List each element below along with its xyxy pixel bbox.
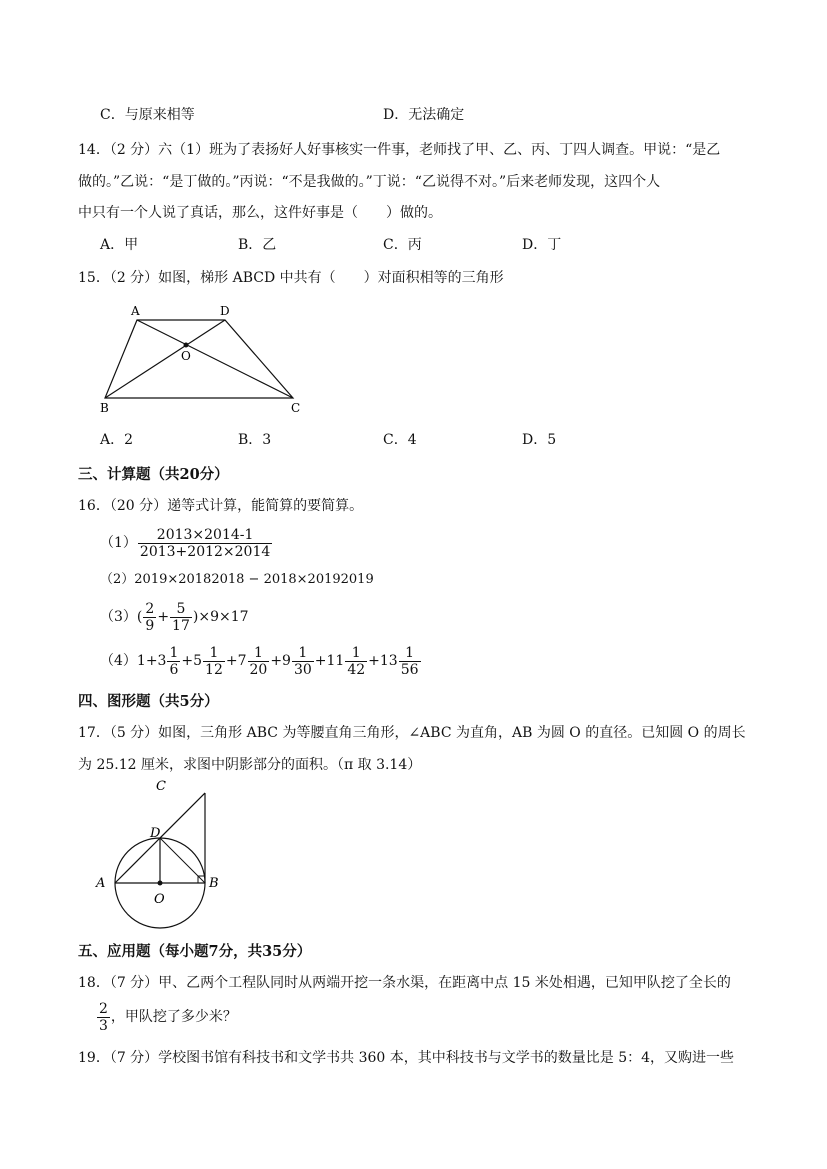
q16-part3 [100, 598, 249, 636]
q18-fraction-numerator: 2 [99, 1000, 108, 1017]
q14-option-d: D．丁 [522, 237, 562, 253]
q14-text-line3: 中只有一个人说了真话，那么，这件好事是（ ）做的。 [78, 205, 442, 221]
trapezoid-label-c: C [291, 401, 301, 415]
q16-part3-fraction-1 [143, 601, 156, 634]
q16-part4-term-denominator: 56 [400, 661, 419, 678]
q18-fraction [97, 1001, 110, 1034]
q16-part4 [100, 642, 422, 680]
q16-part3-f1-denominator: 9 [145, 617, 155, 634]
q16-part4-term-fraction [203, 645, 225, 678]
q16-part1-numerator: 2013×2014-1 [138, 527, 272, 544]
q16-part4-term-numerator: 1 [169, 644, 179, 661]
q16-part4-term-lead: +9 [270, 653, 291, 669]
q16-text-line1: 16．（20 分）递等式计算，能简算的要简算。 [78, 498, 364, 514]
figure17-label-b: B [209, 876, 219, 891]
q16-part3-fraction-2 [170, 601, 192, 634]
section-5-title: 五、应用题（每小题7分，共35分） [78, 943, 312, 960]
q18-text-line2-wrap [96, 998, 237, 1036]
q16-part4-term-lead: +5 [181, 653, 203, 669]
figure17-label-d: D [150, 826, 161, 841]
q16-part3-f2-denominator: 17 [172, 617, 190, 634]
q15-option-b: B．3 [238, 432, 272, 448]
q16-part3-plus: + [157, 609, 170, 625]
q16-part4-term-denominator: 30 [293, 661, 312, 678]
q16-part4-term-lead: +13 [368, 653, 398, 669]
q16-part4-term-denominator: 20 [249, 661, 268, 678]
q16-part2: （2）2019×20182018 − 2018×20192019 [100, 572, 374, 587]
circle-triangle-figure [92, 775, 232, 935]
trapezoid-label-b: B [100, 401, 109, 415]
q15-option-c: C．4 [383, 432, 417, 448]
figure17-label-c: C [156, 779, 166, 794]
q16-part3-tail: )×9×17 [192, 609, 249, 625]
q16-part4-term-fraction [399, 645, 421, 678]
trapezoid-label-a: A [131, 304, 140, 318]
q16-part4-term-numerator: 1 [345, 645, 367, 662]
q14-text-line2: 做的。”乙说：“是丁做的。”丙说：“不是我做的。”丁说：“乙说得不对。”后来老师发现，这四个人 [78, 174, 661, 190]
q16-part4-terms [136, 644, 422, 678]
q16-part4-term-denominator: 6 [169, 661, 179, 678]
q16-part3-f1-numerator: 2 [145, 600, 155, 617]
q16-part4-term-denominator: 12 [205, 661, 223, 678]
section-3-title: 三、计算题（共20分） [78, 466, 229, 483]
q16-part4-term-lead: 1+3 [136, 653, 167, 669]
section-4-title: 四、图形题（共5分） [78, 693, 219, 710]
q16-part4-term-fraction [292, 645, 314, 678]
q16-part1-denominator: 2013+2012×2014 [139, 543, 271, 560]
figure17-label-a: A [96, 876, 106, 891]
q16-part4-term-fraction [345, 645, 367, 678]
q14-option-c: C．丙 [383, 237, 422, 253]
q16-part1-fraction [138, 527, 272, 560]
trapezoid-label-o: O [181, 349, 191, 363]
trapezoid-figure [95, 300, 315, 420]
q16-part4-label: （4） [100, 653, 137, 669]
q16-part4-term-numerator: 1 [248, 645, 270, 662]
q16-part4-term-numerator: 1 [203, 645, 225, 662]
q16-part3-label: （3） [100, 609, 137, 625]
q16-part3-open-paren: ( [136, 609, 143, 625]
q14-option-b: B．乙 [238, 237, 277, 253]
q17-text-line2: 为 25.12 厘米，求图中阴影部分的面积。（π 取 3.14） [78, 757, 422, 773]
q16-part1-label: （1） [100, 535, 137, 551]
q15-text-line1: 15．（2 分）如图，梯形 ABCD 中共有（ ）对面积相等的三角形 [78, 270, 504, 286]
q16-part4-term-lead: +11 [314, 653, 345, 669]
q14-option-a: A．甲 [100, 237, 139, 253]
q16-part3-f2-numerator: 5 [170, 601, 192, 618]
q15-option-a: A．2 [100, 432, 134, 448]
q17-text-line1: 17．（5 分）如图，三角形 ABC 为等腰直角三角形，∠ABC 为直角，AB 为圆 O 的直径。已知圆 O 的周长 [78, 725, 746, 741]
trapezoid-label-d: D [220, 304, 230, 318]
q14-text-line1: 14．（2 分）六（1）班为了表扬好人好事核实一件事，老师找了甲、乙、丙、丁四人调查。甲说：“是乙 [78, 142, 721, 158]
q16-part1 [100, 524, 273, 562]
q16-part4-term-lead: +7 [225, 653, 247, 669]
q19-text-line1: 19．（7 分）学校图书馆有科技书和文学书共 360 本，其中科技书与文学书的数量比是 5：4，又购进一些 [78, 1050, 735, 1066]
q13-option-c: C．与原来相等 [100, 107, 195, 123]
q16-part4-term-denominator: 42 [347, 661, 366, 678]
q16-part4-term-numerator: 1 [292, 645, 314, 662]
q13-option-d: D．无法确定 [383, 107, 465, 123]
q16-part4-term-numerator: 1 [399, 645, 421, 662]
q16-part4-term-fraction [248, 645, 270, 678]
q15-option-d: D．5 [522, 432, 557, 448]
q16-part4-term-fraction [167, 645, 180, 678]
q18-fraction-denominator: 3 [99, 1017, 108, 1034]
q18-text-line2: ，甲队挖了多少米？ [110, 1009, 237, 1025]
figure17-label-o: O [154, 892, 165, 907]
q18-text-line1: 18．（7 分）甲、乙两个工程队同时从两端开挖一条水渠，在距离中点 15 米处相遇，已知甲队挖了全长的 [78, 975, 731, 991]
